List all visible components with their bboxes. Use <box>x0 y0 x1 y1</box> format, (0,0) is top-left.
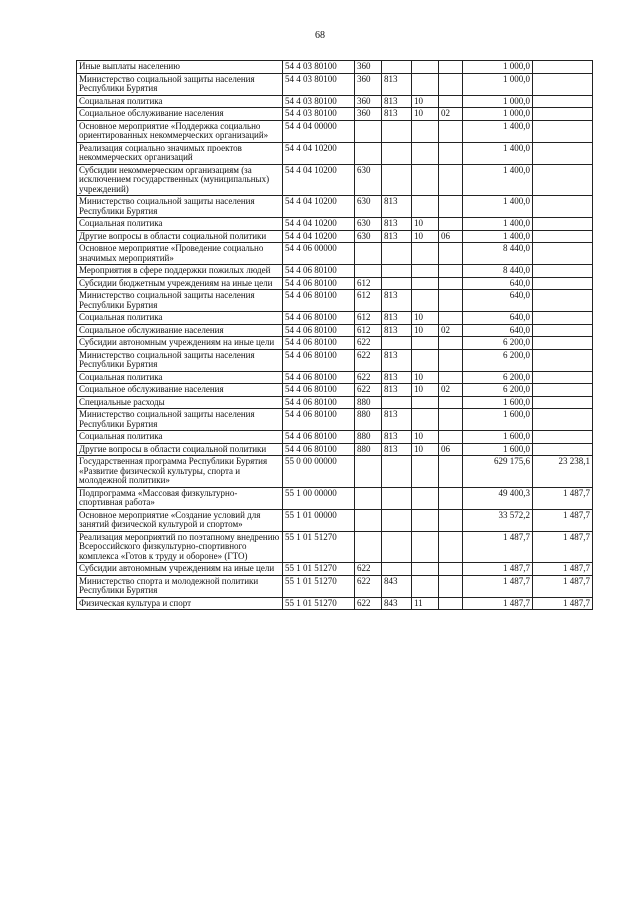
cell-administrator <box>382 243 412 265</box>
cell-section <box>412 61 439 74</box>
cell-section <box>412 265 439 278</box>
cell-subsection <box>439 243 463 265</box>
cell-name: Специальные расходы <box>77 396 283 409</box>
cell-target-code: 54 4 03 80100 <box>283 95 355 108</box>
cell-amount: 1 600,0 <box>463 409 533 431</box>
cell-amount-federal <box>533 218 593 231</box>
table-row <box>77 196 593 218</box>
cell-section <box>412 487 439 509</box>
cell-amount-federal <box>533 230 593 243</box>
cell-section: 10 <box>412 324 439 337</box>
cell-amount-federal: 1 487,7 <box>533 597 593 610</box>
cell-amount: 6 200,0 <box>463 337 533 350</box>
cell-section: 10 <box>412 108 439 121</box>
cell-name: Министерство социальной защиты населения Республики Бурятия <box>77 196 283 218</box>
cell-section <box>412 349 439 371</box>
cell-amount-federal: 1 487,7 <box>533 531 593 563</box>
cell-target-code: 54 4 06 80100 <box>283 443 355 456</box>
cell-name: Другие вопросы в области социальной политики <box>77 230 283 243</box>
cell-name: Социальное обслуживание населения <box>77 324 283 337</box>
cell-name: Социальная политика <box>77 312 283 325</box>
cell-amount: 1 400,0 <box>463 164 533 196</box>
cell-section <box>412 277 439 290</box>
cell-amount: 1 487,7 <box>463 575 533 597</box>
cell-amount-federal: 1 487,7 <box>533 487 593 509</box>
cell-subsection <box>439 431 463 444</box>
cell-amount: 1 600,0 <box>463 431 533 444</box>
cell-target-code: 55 1 01 51270 <box>283 575 355 597</box>
table-row <box>77 277 593 290</box>
table-row <box>77 349 593 371</box>
cell-target-code: 54 4 03 80100 <box>283 61 355 74</box>
cell-amount-federal <box>533 409 593 431</box>
cell-expense-type: 622 <box>355 337 382 350</box>
cell-expense-type <box>355 487 382 509</box>
cell-amount-federal <box>533 196 593 218</box>
cell-administrator: 813 <box>382 443 412 456</box>
cell-administrator <box>382 396 412 409</box>
cell-expense-type: 612 <box>355 290 382 312</box>
table-row <box>77 531 593 563</box>
cell-amount: 1 000,0 <box>463 108 533 121</box>
cell-target-code: 55 1 01 51270 <box>283 597 355 610</box>
cell-section <box>412 142 439 164</box>
page-number: 68 <box>315 30 325 41</box>
cell-expense-type: 630 <box>355 230 382 243</box>
cell-subsection <box>439 164 463 196</box>
cell-amount-federal: 1 487,7 <box>533 563 593 576</box>
cell-section <box>412 509 439 531</box>
cell-target-code: 55 0 00 00000 <box>283 456 355 488</box>
cell-administrator <box>382 456 412 488</box>
cell-subsection <box>439 337 463 350</box>
cell-amount-federal <box>533 396 593 409</box>
cell-administrator: 813 <box>382 409 412 431</box>
cell-administrator: 813 <box>382 384 412 397</box>
cell-name: Основное мероприятие «Поддержка социально ориентированных некоммерческих организаций» <box>77 120 283 142</box>
cell-target-code: 55 1 00 00000 <box>283 487 355 509</box>
table-row <box>77 371 593 384</box>
cell-amount: 640,0 <box>463 312 533 325</box>
cell-section <box>412 409 439 431</box>
cell-subsection <box>439 575 463 597</box>
cell-subsection <box>439 487 463 509</box>
cell-expense-type: 622 <box>355 597 382 610</box>
cell-amount: 6 200,0 <box>463 371 533 384</box>
cell-administrator: 813 <box>382 108 412 121</box>
table-row <box>77 431 593 444</box>
cell-expense-type: 880 <box>355 431 382 444</box>
cell-amount: 1 000,0 <box>463 73 533 95</box>
cell-name: Субсидии некоммерческим организациям (за исключением государственных (муниципальных) учреждений) <box>77 164 283 196</box>
table-row <box>77 409 593 431</box>
cell-administrator <box>382 265 412 278</box>
cell-subsection <box>439 371 463 384</box>
cell-name: Основное мероприятие «Создание условий для занятий физической культурой и спортом» <box>77 509 283 531</box>
cell-target-code: 54 4 04 10200 <box>283 164 355 196</box>
cell-name: Социальная политика <box>77 371 283 384</box>
cell-expense-type <box>355 265 382 278</box>
cell-expense-type <box>355 509 382 531</box>
table-row <box>77 290 593 312</box>
cell-subsection <box>439 142 463 164</box>
cell-expense-type: 360 <box>355 73 382 95</box>
cell-amount-federal <box>533 431 593 444</box>
cell-amount-federal <box>533 108 593 121</box>
table-row <box>77 396 593 409</box>
cell-name: Физическая культура и спорт <box>77 597 283 610</box>
cell-target-code: 54 4 06 80100 <box>283 337 355 350</box>
cell-name: Министерство социальной защиты населения Республики Бурятия <box>77 349 283 371</box>
cell-section: 11 <box>412 597 439 610</box>
cell-amount: 8 440,0 <box>463 243 533 265</box>
cell-amount-federal <box>533 142 593 164</box>
cell-amount: 629 175,6 <box>463 456 533 488</box>
cell-administrator <box>382 337 412 350</box>
cell-name: Другие вопросы в области социальной политики <box>77 443 283 456</box>
cell-administrator: 813 <box>382 349 412 371</box>
cell-administrator: 843 <box>382 575 412 597</box>
cell-target-code: 54 4 04 10200 <box>283 142 355 164</box>
cell-subsection <box>439 95 463 108</box>
cell-amount: 1 400,0 <box>463 120 533 142</box>
cell-target-code: 54 4 06 80100 <box>283 409 355 431</box>
cell-target-code: 54 4 06 80100 <box>283 384 355 397</box>
cell-name: Министерство спорта и молодежной политики Республики Бурятия <box>77 575 283 597</box>
cell-section: 10 <box>412 371 439 384</box>
cell-name: Министерство социальной защиты населения Республики Бурятия <box>77 409 283 431</box>
cell-subsection <box>439 61 463 74</box>
cell-amount: 33 572,2 <box>463 509 533 531</box>
cell-amount-federal <box>533 277 593 290</box>
cell-amount-federal: 1 487,7 <box>533 575 593 597</box>
cell-name: Иные выплаты населению <box>77 61 283 74</box>
cell-expense-type: 612 <box>355 277 382 290</box>
cell-amount-federal <box>533 164 593 196</box>
cell-name: Социальное обслуживание населения <box>77 108 283 121</box>
cell-section <box>412 337 439 350</box>
cell-amount: 1 600,0 <box>463 396 533 409</box>
cell-name: Подпрограмма «Массовая физкультурно-спортивная работа» <box>77 487 283 509</box>
cell-subsection <box>439 563 463 576</box>
table-row <box>77 73 593 95</box>
cell-section <box>412 396 439 409</box>
table-row <box>77 384 593 397</box>
cell-name: Министерство социальной защиты населения Республики Бурятия <box>77 290 283 312</box>
cell-expense-type: 360 <box>355 108 382 121</box>
cell-subsection <box>439 196 463 218</box>
cell-subsection <box>439 290 463 312</box>
cell-expense-type: 622 <box>355 563 382 576</box>
cell-section <box>412 563 439 576</box>
cell-section <box>412 196 439 218</box>
cell-target-code: 54 4 04 10200 <box>283 196 355 218</box>
cell-amount: 1 400,0 <box>463 230 533 243</box>
table-row <box>77 95 593 108</box>
cell-subsection <box>439 396 463 409</box>
cell-expense-type <box>355 456 382 488</box>
cell-target-code: 54 4 06 80100 <box>283 431 355 444</box>
cell-subsection <box>439 349 463 371</box>
cell-expense-type: 612 <box>355 324 382 337</box>
cell-target-code: 54 4 06 80100 <box>283 396 355 409</box>
cell-administrator <box>382 277 412 290</box>
cell-administrator <box>382 487 412 509</box>
cell-expense-type: 360 <box>355 61 382 74</box>
cell-amount-federal <box>533 61 593 74</box>
table-row <box>77 337 593 350</box>
cell-amount-federal: 1 487,7 <box>533 509 593 531</box>
cell-amount: 1 487,7 <box>463 563 533 576</box>
cell-amount: 6 200,0 <box>463 384 533 397</box>
cell-name: Министерство социальной защиты населения Республики Бурятия <box>77 73 283 95</box>
cell-name: Социальное обслуживание населения <box>77 384 283 397</box>
cell-amount-federal <box>533 384 593 397</box>
table-row <box>77 120 593 142</box>
cell-administrator: 813 <box>382 218 412 231</box>
cell-amount: 1 400,0 <box>463 196 533 218</box>
table-row <box>77 597 593 610</box>
cell-name: Субсидии бюджетным учреждениям на иные цели <box>77 277 283 290</box>
cell-amount: 640,0 <box>463 324 533 337</box>
table-row <box>77 312 593 325</box>
cell-subsection <box>439 312 463 325</box>
cell-section <box>412 164 439 196</box>
cell-amount: 1 400,0 <box>463 142 533 164</box>
cell-section <box>412 120 439 142</box>
table-row <box>77 509 593 531</box>
cell-administrator <box>382 563 412 576</box>
budget-table <box>76 60 593 610</box>
cell-expense-type <box>355 142 382 164</box>
table-row <box>77 456 593 488</box>
cell-name: Социальная политика <box>77 95 283 108</box>
cell-amount: 8 440,0 <box>463 265 533 278</box>
cell-amount-federal <box>533 349 593 371</box>
cell-administrator <box>382 142 412 164</box>
cell-section: 10 <box>412 95 439 108</box>
cell-subsection: 02 <box>439 108 463 121</box>
cell-expense-type <box>355 120 382 142</box>
cell-amount-federal <box>533 371 593 384</box>
table-row <box>77 142 593 164</box>
cell-expense-type: 630 <box>355 164 382 196</box>
cell-amount-federal: 23 238,1 <box>533 456 593 488</box>
cell-expense-type: 360 <box>355 95 382 108</box>
cell-section: 10 <box>412 312 439 325</box>
cell-administrator <box>382 531 412 563</box>
cell-expense-type: 630 <box>355 196 382 218</box>
cell-target-code: 54 4 06 80100 <box>283 371 355 384</box>
cell-amount: 1 487,7 <box>463 531 533 563</box>
cell-expense-type: 880 <box>355 396 382 409</box>
cell-amount-federal <box>533 443 593 456</box>
cell-expense-type <box>355 531 382 563</box>
table-row <box>77 265 593 278</box>
cell-amount-federal <box>533 243 593 265</box>
cell-target-code: 54 4 06 80100 <box>283 265 355 278</box>
cell-section <box>412 243 439 265</box>
cell-name: Мероприятия в сфере поддержки пожилых людей <box>77 265 283 278</box>
cell-target-code: 55 1 01 51270 <box>283 563 355 576</box>
cell-section <box>412 575 439 597</box>
table-row <box>77 324 593 337</box>
cell-amount: 1 000,0 <box>463 61 533 74</box>
cell-amount: 640,0 <box>463 277 533 290</box>
table-row <box>77 243 593 265</box>
cell-subsection <box>439 531 463 563</box>
cell-section <box>412 73 439 95</box>
cell-amount-federal <box>533 73 593 95</box>
cell-section <box>412 290 439 312</box>
cell-expense-type: 622 <box>355 384 382 397</box>
cell-target-code: 55 1 01 51270 <box>283 531 355 563</box>
cell-subsection: 02 <box>439 324 463 337</box>
cell-section: 10 <box>412 218 439 231</box>
cell-administrator <box>382 120 412 142</box>
cell-target-code: 54 4 06 80100 <box>283 324 355 337</box>
table-row <box>77 108 593 121</box>
cell-administrator: 813 <box>382 73 412 95</box>
cell-name: Субсидии автономным учреждениям на иные цели <box>77 563 283 576</box>
table-row <box>77 164 593 196</box>
cell-section <box>412 456 439 488</box>
cell-target-code: 54 4 03 80100 <box>283 108 355 121</box>
cell-expense-type: 880 <box>355 443 382 456</box>
cell-amount: 1 487,7 <box>463 597 533 610</box>
cell-amount-federal <box>533 290 593 312</box>
cell-target-code: 54 4 06 80100 <box>283 277 355 290</box>
cell-name: Социальная политика <box>77 431 283 444</box>
cell-section: 10 <box>412 443 439 456</box>
cell-amount: 49 400,3 <box>463 487 533 509</box>
cell-amount: 1 600,0 <box>463 443 533 456</box>
cell-amount: 640,0 <box>463 290 533 312</box>
cell-section: 10 <box>412 384 439 397</box>
table-row <box>77 218 593 231</box>
cell-section: 10 <box>412 431 439 444</box>
cell-administrator: 843 <box>382 597 412 610</box>
cell-amount-federal <box>533 95 593 108</box>
cell-subsection: 06 <box>439 443 463 456</box>
cell-expense-type: 622 <box>355 575 382 597</box>
cell-name: Основное мероприятие «Проведение социально значимых мероприятий» <box>77 243 283 265</box>
cell-expense-type: 612 <box>355 312 382 325</box>
cell-administrator: 813 <box>382 230 412 243</box>
cell-target-code: 55 1 01 00000 <box>283 509 355 531</box>
cell-subsection <box>439 265 463 278</box>
table-row <box>77 61 593 74</box>
cell-name: Реализация мероприятий по поэтапному внедрению Всероссийского физкультурно-спортивного комплекса «Готов к труду и обороне» (ГТО) <box>77 531 283 563</box>
cell-target-code: 54 4 03 80100 <box>283 73 355 95</box>
cell-amount-federal <box>533 337 593 350</box>
cell-target-code: 54 4 06 80100 <box>283 290 355 312</box>
cell-section: 10 <box>412 230 439 243</box>
cell-subsection <box>439 597 463 610</box>
cell-administrator <box>382 509 412 531</box>
cell-expense-type <box>355 243 382 265</box>
cell-amount-federal <box>533 120 593 142</box>
cell-section <box>412 531 439 563</box>
cell-subsection <box>439 120 463 142</box>
cell-administrator <box>382 61 412 74</box>
cell-target-code: 54 4 06 00000 <box>283 243 355 265</box>
table-row <box>77 230 593 243</box>
cell-amount-federal <box>533 324 593 337</box>
cell-administrator: 813 <box>382 371 412 384</box>
cell-name: Реализация социально значимых проектов некоммерческих организаций <box>77 142 283 164</box>
cell-target-code: 54 4 04 10200 <box>283 230 355 243</box>
cell-amount: 1 400,0 <box>463 218 533 231</box>
cell-name: Субсидии автономным учреждениям на иные цели <box>77 337 283 350</box>
cell-subsection <box>439 456 463 488</box>
cell-target-code: 54 4 06 80100 <box>283 349 355 371</box>
table-row <box>77 563 593 576</box>
cell-expense-type: 880 <box>355 409 382 431</box>
cell-subsection: 06 <box>439 230 463 243</box>
cell-amount: 6 200,0 <box>463 349 533 371</box>
cell-administrator: 813 <box>382 312 412 325</box>
cell-name: Социальная политика <box>77 218 283 231</box>
cell-target-code: 54 4 04 10200 <box>283 218 355 231</box>
cell-administrator: 813 <box>382 196 412 218</box>
cell-subsection <box>439 277 463 290</box>
table-body <box>77 61 593 610</box>
cell-subsection: 02 <box>439 384 463 397</box>
cell-expense-type: 622 <box>355 371 382 384</box>
cell-target-code: 54 4 04 00000 <box>283 120 355 142</box>
cell-administrator: 813 <box>382 95 412 108</box>
table-row <box>77 443 593 456</box>
cell-subsection <box>439 509 463 531</box>
table-row <box>77 487 593 509</box>
cell-administrator: 813 <box>382 290 412 312</box>
cell-expense-type: 622 <box>355 349 382 371</box>
cell-subsection <box>439 73 463 95</box>
cell-target-code: 54 4 06 80100 <box>283 312 355 325</box>
table-row <box>77 575 593 597</box>
cell-amount: 1 000,0 <box>463 95 533 108</box>
cell-administrator: 813 <box>382 431 412 444</box>
cell-administrator: 813 <box>382 324 412 337</box>
cell-amount-federal <box>533 312 593 325</box>
cell-amount-federal <box>533 265 593 278</box>
cell-administrator <box>382 164 412 196</box>
cell-expense-type: 630 <box>355 218 382 231</box>
cell-name: Государственная программа Республики Бурятия «Развитие физической культуры, спорта и молодежной политики» <box>77 456 283 488</box>
cell-subsection <box>439 409 463 431</box>
cell-subsection <box>439 218 463 231</box>
